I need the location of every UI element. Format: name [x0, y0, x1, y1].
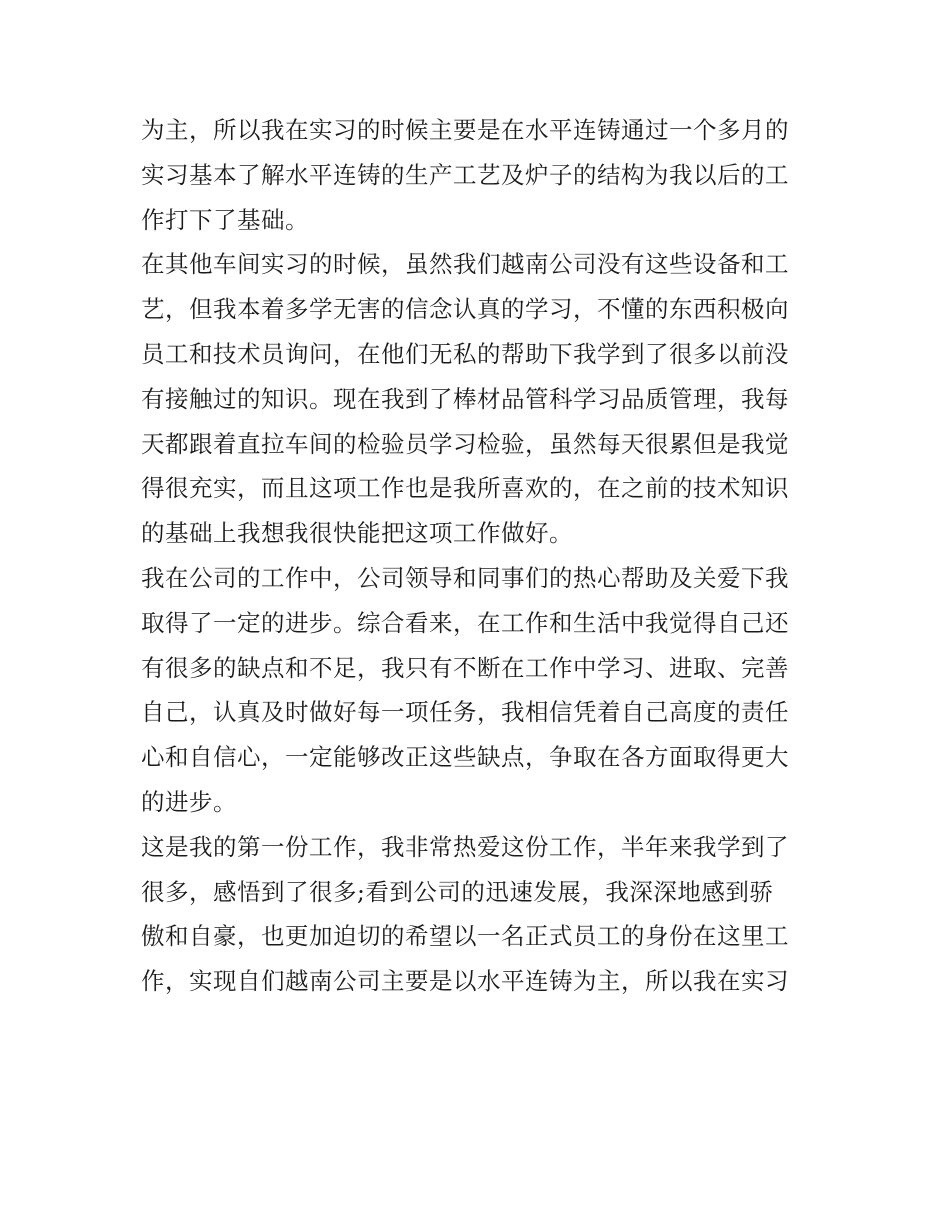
document-body	[141, 108, 811, 1004]
text-line: 很多，感悟到了很多;看到公司的迅速发展，我深深地感到骄	[141, 877, 774, 906]
text-line: 为主，所以我在实习的时候主要是在水平连铸通过一个多月的	[141, 116, 789, 144]
text-line: 员工和技术员询问，在他们无私的帮助下我学到了很多以前没	[141, 339, 789, 368]
text-line: 我在公司的工作中，公司领导和同事们的热心帮助及关爱下我	[141, 563, 789, 592]
text-line: 天都跟着直拉车间的检验员学习检验，虽然每天很累但是我觉	[141, 429, 789, 458]
text-line: 艺，但我本着多学无害的信念认真的学习，不懂的东西积极向	[141, 295, 789, 324]
text-line: 作，实现自们越南公司主要是以水平连铸为主，所以我在实习	[141, 967, 789, 996]
text-line: 在其他车间实习的时候，虽然我们越南公司没有这些设备和工	[141, 250, 789, 279]
text-line: 这是我的第一份工作，我非常热爱这份工作，半年来我学到了	[141, 832, 789, 861]
text-line: 自己，认真及时做好每一项任务，我相信凭着自己高度的责任	[141, 698, 789, 727]
text-line: 心和自信心，一定能够改正这些缺点，争取在各方面取得更大	[141, 743, 789, 772]
text-line: 有接触过的知识。现在我到了棒材品管科学习品质管理，我每	[141, 384, 789, 413]
text-line: 得很充实，而且这项工作也是我所喜欢的，在之前的技术知识	[141, 474, 789, 503]
text-line: 的进步。	[141, 787, 237, 816]
text-line: 有很多的缺点和不足，我只有不断在工作中学习、进取、完善	[141, 653, 789, 682]
text-line: 傲和自豪，也更加迫切的希望以一名正式员工的身份在这里工	[141, 922, 789, 951]
text-line: 实习基本了解水平连铸的生产工艺及炉子的结构为我以后的工	[141, 160, 789, 189]
text-line: 作打下了基础。	[141, 205, 309, 234]
text-line: 取得了一定的进步。综合看来，在工作和生活中我觉得自己还	[141, 608, 789, 637]
text-line: 的基础上我想我很快能把这项工作做好。	[141, 519, 573, 548]
